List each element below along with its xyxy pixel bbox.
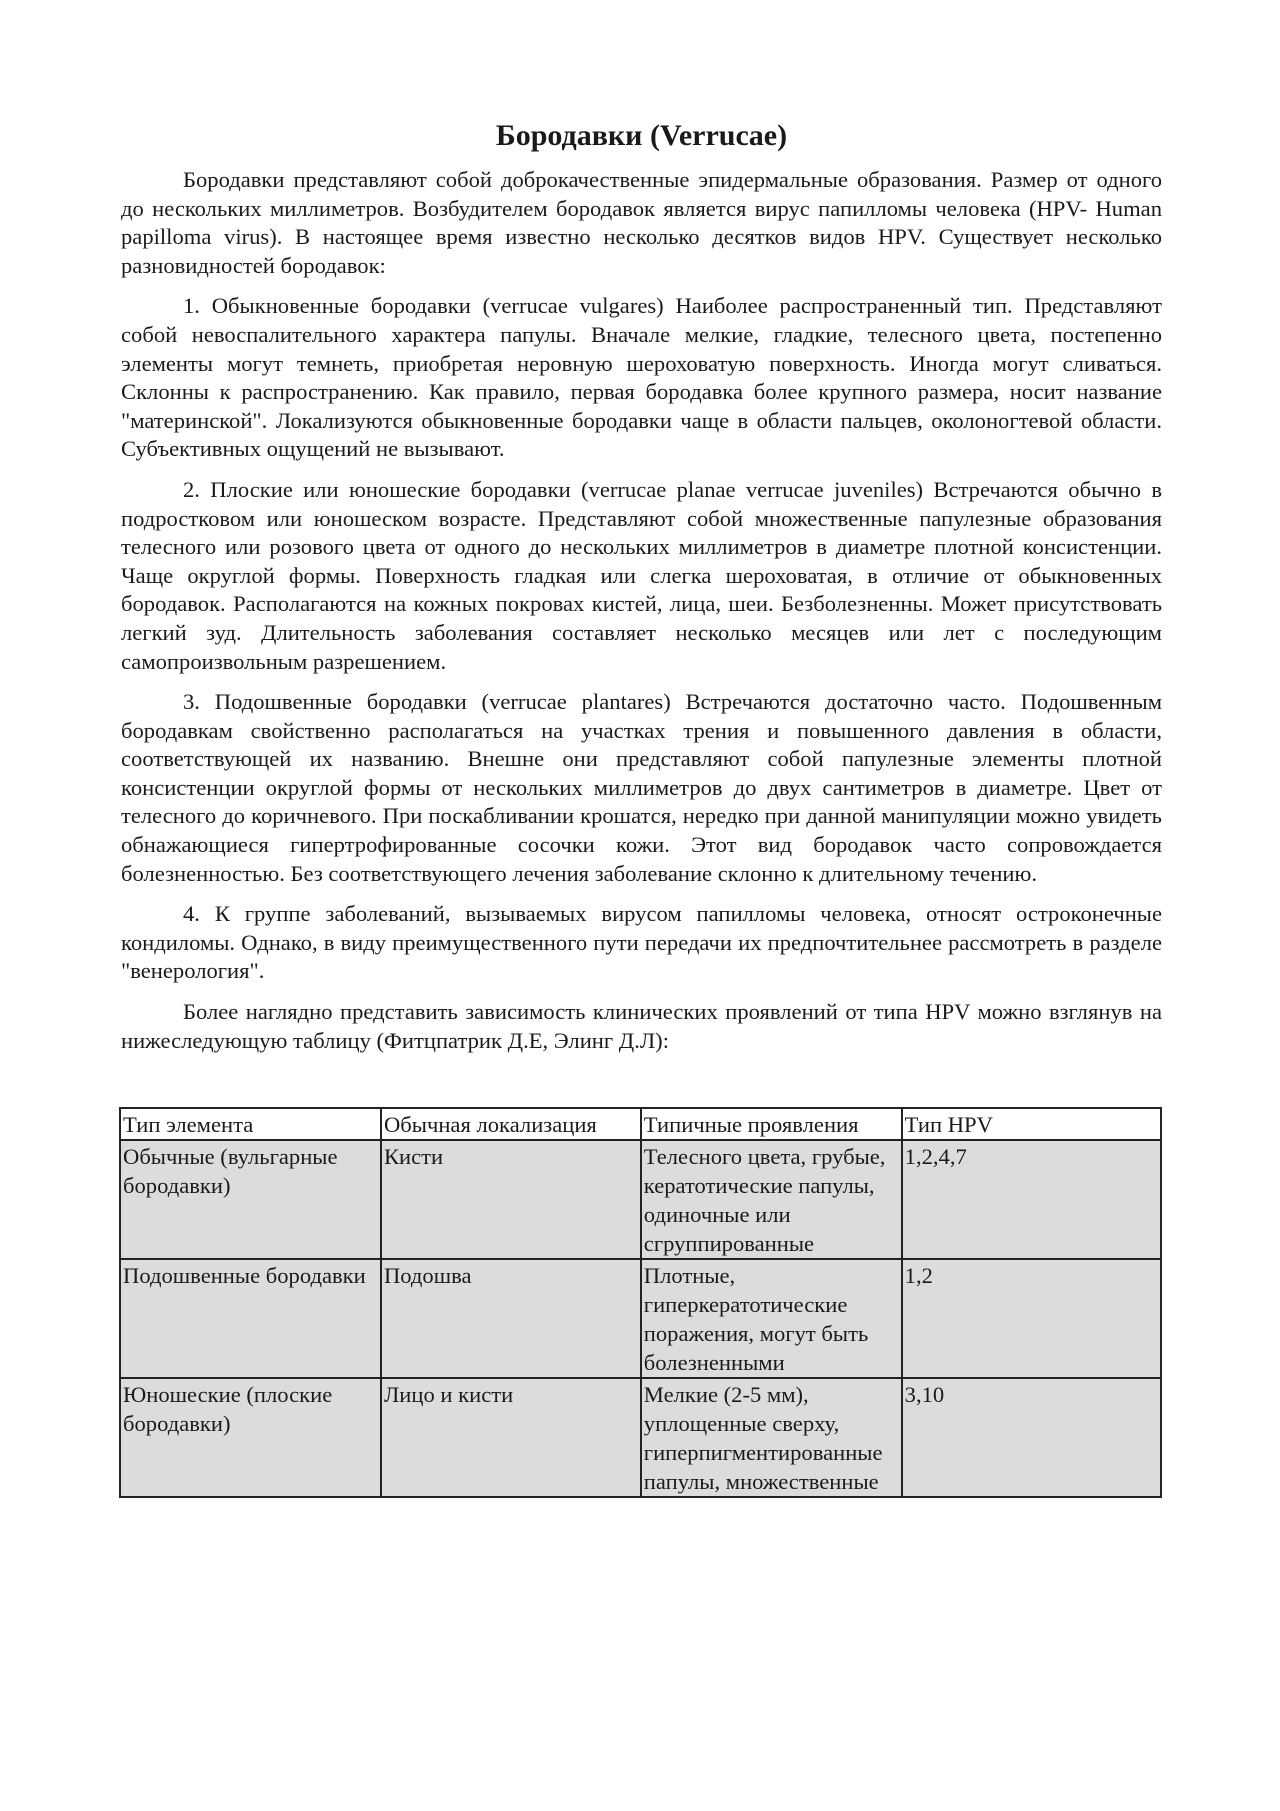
- table-header-cell: Обычная локализация: [381, 1108, 641, 1140]
- table-cell: Мелкие (2-5 мм), уплощенные сверху, гиперпигментированные папулы, множественные: [641, 1378, 902, 1497]
- table-cell: 1,2,4,7: [902, 1140, 1161, 1259]
- table-header-cell: Тип элемента: [120, 1108, 381, 1140]
- paragraph-flat-warts: 2. Плоские или юношеские бородавки (verrucae planae verrucae juveniles) Встречаются обычно в подростковом или юношеском возрасте. Представляют собой множественные папулезные образования телесного или розового цвета от одного до нескольких миллиметров в диаметре плотной консистенции. Чаще округлой формы. Поверхность гладкая или слегка шероховатая, в отличие от обыкновенных бородавок. Располагаются на кожных покровах кистей, лица, шеи. Безболезненны. Может присутствовать легкий зуд. Длительность заболевания составляет несколько месяцев или лет с последующим самопроизвольным разрешением.: [121, 476, 1162, 674]
- table-row: [120, 1378, 1161, 1497]
- table-cell: Подошва: [381, 1259, 641, 1378]
- document-page: [121, 118, 1162, 1498]
- table-header-row: [120, 1108, 1161, 1140]
- table-header-cell: Типичные проявления: [641, 1108, 902, 1140]
- table-cell: Телесного цвета, грубые, кератотические папулы, одиночные или сгруппированные: [641, 1140, 902, 1259]
- table-cell: Юношеские (плоские бородавки): [120, 1378, 381, 1497]
- table-cell: Плотные, гиперкератотические поражения, могут быть болезненными: [641, 1259, 902, 1378]
- table-cell: Обычные (вульгарные бородавки): [120, 1140, 381, 1259]
- table-cell: Подошвенные бородавки: [120, 1259, 381, 1378]
- paragraph-plantar-warts: 3. Подошвенные бородавки (verrucae plantares) Встречаются достаточно часто. Подошвенным бородавкам свойственно располагаться на участках трения и повышенного давления в области, соответствующей их названию. Внешне они представляют собой папулезные элементы плотной консистенции округлой формы от нескольких миллиметров до двух сантиметров в диаметре. Цвет от телесного до коричневого. При поскабливании крошатся, нередко при данной манипуляции можно увидеть обнажающиеся гипертрофированные сосочки кожи. Этот вид бородавок часто сопровождается болезненностью. Без соответствующего лечения заболевание склонно к длительному течению.: [121, 689, 1162, 886]
- table-cell: Лицо и кисти: [381, 1378, 641, 1497]
- table-cell: Кисти: [381, 1140, 641, 1259]
- table-row: [120, 1259, 1161, 1378]
- document-title: Бородавки (Verrucae): [495, 119, 788, 152]
- table-header-cell: Тип HPV: [902, 1108, 1161, 1140]
- table-cell: 3,10: [902, 1378, 1161, 1497]
- intro-paragraph: Бородавки представляют собой доброкачественные эпидермальные образования. Размер от одного до нескольких миллиметров. Возбудителем бородавок является вирус папилломы человека (HPV- Human papilloma virus). В настоящее время известно несколько десятков видов HPV. Существует несколько разновидностей бородавок:: [121, 167, 1162, 278]
- paragraph-condylomas: 4. К группе заболеваний, вызываемых вирусом папилломы человека, относят остроконечные кондиломы. Однако, в виду преимущественного пути передачи их предпочтительнее рассмотреть в разделе "венерология".: [121, 901, 1162, 984]
- paragraph-table-intro: Более наглядно представить зависимость клинических проявлений от типа HPV можно взглянув на нижеследующую таблицу (Фитцпатрик Д.Е, Элинг Д.Л):: [121, 999, 1162, 1053]
- table-row: [120, 1140, 1161, 1259]
- paragraph-common-warts: 1. Обыкновенные бородавки (verrucae vulgares) Наиболее распространенный тип. Представляют собой невоспалительного характера папулы. Вначале мелкие, гладкие, телесного цвета, постепенно элементы могут темнеть, приобретая неровную шероховатую поверхность. Иногда могут сливаться. Склонны к распространению. Как правило, первая бородавка более крупного размера, носит название "материнской". Локализуются обыкновенные бородавки чаще в области пальцев, околоногтевой области. Субъективных ощущений не вызывают.: [121, 293, 1162, 462]
- hpv-table: [119, 1107, 1162, 1498]
- spacer: [121, 1067, 1162, 1107]
- table-cell: 1,2: [902, 1259, 1161, 1378]
